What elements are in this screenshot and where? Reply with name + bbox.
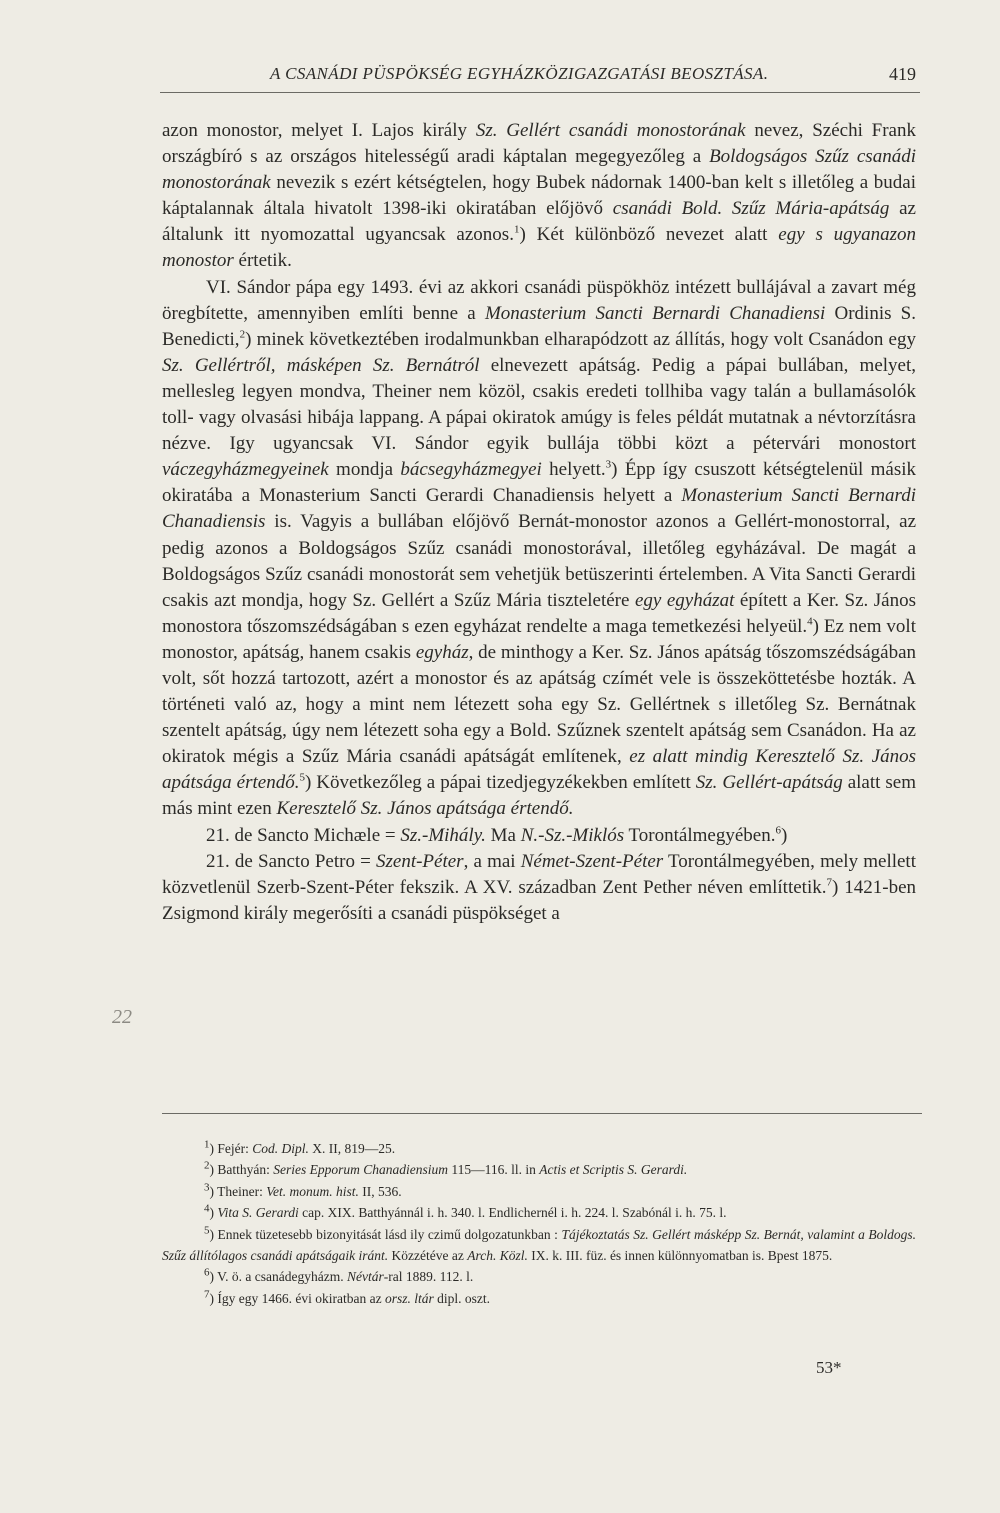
text-run: IX. k. III. füz. és innen különnyomatban is. Bpest 1875. (527, 1248, 833, 1264)
text-run: Torontálmegyében. (624, 824, 776, 846)
italic-run: Series Epporum Chanadiensium (273, 1162, 448, 1178)
text-run: Közzétéve az (388, 1248, 468, 1264)
italic-run: Tájékoztatás Sz. Gellért másképp Sz. Bernát, valamint a Boldogs. Szűz állítólagos csanádi apátságaik iránt. (162, 1226, 916, 1264)
text-run: , de minthogy a Ker. Sz. János apátság tőszomszédságában volt, sőt hozzá tartozott, azért a monostor és az apátság czímét vele is összeköttetésbe hozták. A történeti való az, hogy a mint nem létezett soha egy Sz. Gellértnek s illetőleg Sz. Bernátnak szentelt apátság, úgy nem létezett soha egy a Bold. Szűznek szentelt apátság sem Csanádon. Ha az okiratok mégis a Szűz Mária csanádi apátságát említenek, (162, 641, 917, 768)
text-run: II, 536. (358, 1183, 402, 1199)
text-run: ) minek következtében irodalmunkban elharapódzott az állítás, hogy volt Csanádon egy (245, 328, 916, 350)
text-run: , a mai (463, 850, 521, 872)
text-run: helyett. (541, 459, 606, 481)
note-ref: 4 (807, 615, 813, 628)
footnote (162, 1288, 916, 1309)
note-ref: 1 (204, 1138, 210, 1151)
note-ref: 5 (204, 1224, 210, 1237)
text-run: ) Így egy 1466. évi okiratban az (209, 1290, 385, 1306)
footnote (162, 1181, 916, 1202)
note-ref: 7 (826, 876, 832, 889)
note-ref: 5 (299, 772, 305, 785)
note-ref: 1 (513, 224, 520, 237)
body-paragraph (162, 823, 916, 849)
italic-run: egy egyházat (634, 589, 735, 611)
italic-run: Monasterium Sancti Bernardi Chanadiensi (484, 302, 826, 324)
text-run: Ma (485, 824, 521, 846)
text-run: 115—116. ll. in (448, 1162, 540, 1178)
italic-run: ez alatt mindig Keresztelő Sz. János apátsága értendő. (162, 746, 916, 794)
italic-run: Névtár (346, 1269, 384, 1285)
text-run: azon monostor, melyet I. Lajos király (162, 120, 476, 141)
text-run: ) Fejér: (209, 1141, 253, 1156)
italic-run: Szent-Péter (376, 850, 464, 872)
text-run: mondja (328, 459, 401, 481)
note-ref: 3 (605, 458, 612, 471)
text-run: VI. Sándor pápa egy 1493. évi az akkori csanádi püspökhöz intézett bullájával a zavart még öregbítette, amennyiben említi benne a (162, 276, 916, 324)
note-ref: 3 (204, 1181, 210, 1194)
text-run: nevez, Széchi Frank országbíró s az országos hitelességű aradi káptalan megegyezőleg a (162, 120, 916, 168)
italic-run: Sz. Gellért-apátság (695, 772, 843, 794)
italic-run: Monasterium Sancti Bernardi Chanadiensis (162, 485, 917, 533)
footnote-rule (162, 1113, 922, 1114)
page-number: 419 (889, 64, 916, 84)
text-run: ) (780, 824, 788, 846)
italic-run: Vita S. Gerardi (217, 1205, 299, 1221)
text-run: 21. de Sancto Petro = (206, 850, 376, 872)
italic-run: N.-Sz.-Miklós (520, 824, 625, 846)
text-run: ) 1421-ben Zsigmond király megerősíti a csanádi püspökséget a (162, 876, 916, 924)
footnote (162, 1266, 916, 1287)
body-paragraph (162, 118, 916, 275)
text-run: nevezik s ezért kétségtelen, hogy Bubek nádornak 1400-ban kelt s illetőleg a budai káptalannak általa hivatolt 1398-iki okiratában előjövő (162, 172, 916, 220)
text-run: értetik. (233, 250, 292, 272)
text-run: is. Vagyis a bullában előjövő Bernát-monostor azonos a Gellért-monostorral, az pedig azonos a Boldogságos Szűz csanádi monostorával, illetőleg egyházával. De magát a Boldogságos Szűz csanádi monostorát sem vehetjük betüszerinti értelemben. A Vita Sancti Gerardi csakis azt mondja, hogy Sz. Gellért a Szűz Mária tiszteletére (162, 511, 916, 611)
footnote (162, 1202, 916, 1223)
italic-run: Vet. monum. hist. (266, 1183, 359, 1199)
text-run: X. II, 819—25. (308, 1141, 396, 1156)
text-run: elnevezett apátság. Pedig a pápai bullában, melyet, mellesleg legyen mondva, Theiner nem közöl, csakis eredeti tollhiba vagy talán a bullamásolók toll- vagy olvasási hibája lappang. A pápai okiratok amúgy is feles példát mutatnak a névtorzításra nézve. Igy ugyancsak VI. Sándor egyik bullája többi közt a pétervári monostort (162, 354, 916, 455)
text-run: ) (209, 1205, 218, 1221)
italic-run: váczegyházmegyeinek (162, 459, 329, 481)
running-header (160, 62, 920, 92)
italic-run: csanádi Bold. Szűz Mária-apátság (612, 198, 890, 220)
text-run: ) Batthyán: (209, 1162, 274, 1178)
footnotes (162, 1138, 916, 1309)
footnote (162, 1138, 916, 1159)
text-run: alatt sem más mint ezen (162, 772, 917, 820)
text-run: Torontálmegyében, mely mellett közvetlenül Szerb-Szent-Péter fekszik. A XV. században Zent Pether néven említtetik. (162, 850, 916, 898)
body-text (162, 118, 916, 927)
text-run: ) V. ö. a csanádegyházm. (209, 1269, 347, 1285)
body-paragraph (162, 275, 916, 823)
note-ref: 6 (775, 824, 781, 837)
text-run: épített a Ker. Sz. János monostora tőszomszédságában s ezen egyházat rendelte a maga temetkezési helyeül. (162, 589, 916, 637)
text-run: cap. XIX. Batthyánnál i. h. 340. l. Endlichernél i. h. 224. l. Szabónál i. h. 75. l. (298, 1205, 727, 1221)
text-run: Ordinis S. Benedicti, (162, 302, 916, 350)
text-run: -ral 1889. 112. l. (383, 1269, 474, 1285)
italic-run: egy s ugyanazon monostor (162, 224, 916, 272)
text-run: ) Ez nem volt monostor, apátság, hanem csakis (162, 615, 916, 663)
text-run: ) Theiner: (209, 1183, 267, 1199)
note-ref: 7 (204, 1288, 210, 1301)
signature-mark: 53* (816, 1358, 842, 1377)
note-ref: 6 (204, 1266, 210, 1279)
text-run: az általunk itt nyomozattal ugyancsak azonos. (162, 198, 916, 246)
text-run: ) Ennek tüzetesebb bizonyitását lásd ily czimű dolgozatunkban : (209, 1226, 562, 1242)
italic-run: Actis et Scriptis S. Gerardi. (539, 1162, 688, 1178)
running-title: A CSANÁDI PÜSPÖKSÉG EGYHÁZKÖZIGAZGATÁSI BEOSZTÁSA. (270, 64, 769, 83)
note-ref: 2 (239, 328, 246, 341)
italic-run: orsz. ltár (384, 1290, 434, 1306)
footnote (162, 1224, 916, 1267)
italic-run: Arch. Közl. (467, 1248, 528, 1264)
body-paragraph (162, 849, 916, 927)
italic-run: Német-Szent-Péter (520, 850, 664, 872)
text-run: 21. de Sancto Michæle = (206, 824, 401, 846)
italic-run: Sz.-Mihály. (400, 824, 486, 846)
text-run: ) Épp így csuszott kétségtelenül másik okiratába a Monasterium Sancti Gerardi Chanadiensis helyett a (162, 459, 916, 507)
italic-run: Sz. Gellért csanádi monostorának (475, 120, 746, 141)
text-run: ) Következőleg a pápai tizedjegyzékekben említett (304, 772, 696, 794)
note-ref: 4 (204, 1202, 210, 1215)
italic-run: bácsegyházmegyei (400, 459, 542, 481)
footnote (162, 1159, 916, 1180)
note-ref: 2 (204, 1159, 210, 1172)
text-run: dipl. oszt. (433, 1290, 490, 1306)
italic-run: egyház (415, 641, 469, 663)
italic-run: Boldogságos Szűz csanádi monostorának (162, 146, 916, 194)
header-rule (160, 92, 920, 93)
text-run: ) Két különböző nevezet alatt (519, 224, 779, 246)
margin-note: 22 (112, 1006, 132, 1028)
italic-run: Sz. Gellértről, másképen Sz. Bernátról (162, 354, 480, 376)
italic-run: Keresztelő Sz. János apátsága értendő. (276, 798, 574, 820)
italic-run: Cod. Dipl. (252, 1141, 309, 1156)
